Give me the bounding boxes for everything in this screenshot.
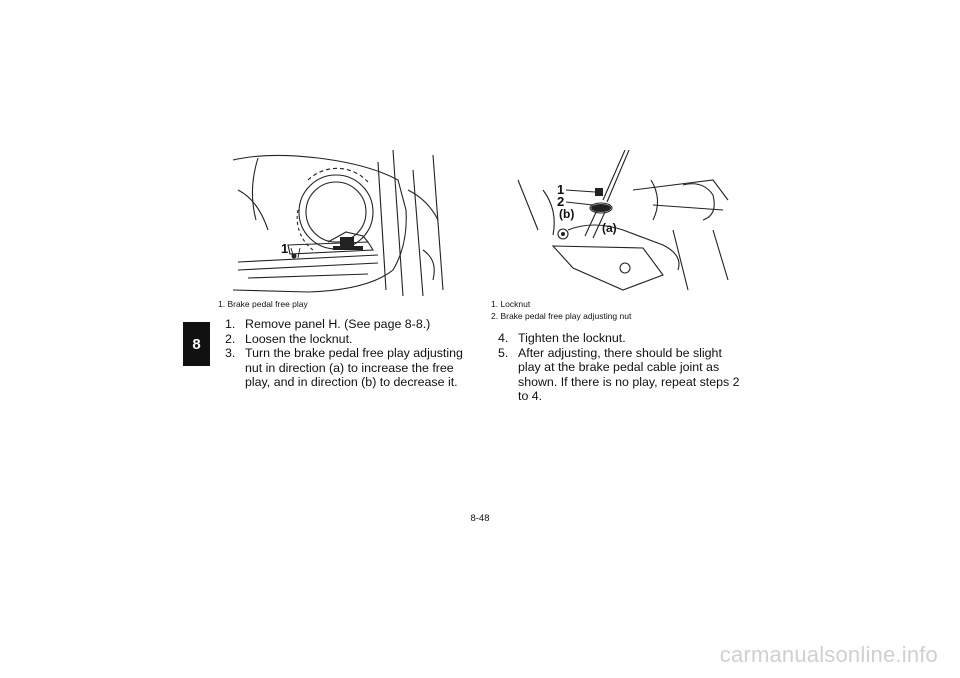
page-number: 8-48: [470, 513, 490, 524]
step-item: [225, 332, 467, 347]
section-tab: 8: [183, 322, 210, 366]
step-text: Remove panel H. (See page 8-8.): [245, 317, 431, 331]
steps-left: [225, 317, 467, 390]
right-figure-caption: [491, 298, 631, 322]
left-figure-caption: [218, 298, 308, 310]
step-text: Loosen the locknut.: [245, 331, 353, 346]
step-item: [225, 346, 467, 390]
adjusting-nut-figure: [513, 150, 739, 296]
step-text: Tighten the locknut.: [518, 331, 626, 345]
watermark: carmanualsonline.info: [719, 642, 938, 667]
callout-1: 1: [281, 241, 289, 256]
callout-a: (a): [602, 221, 617, 235]
brake-pedal-illustration: [228, 150, 455, 296]
step-number: 1.: [225, 317, 236, 331]
step-number: 4.: [498, 331, 509, 345]
step-item: [225, 317, 467, 332]
callout-b: (b): [559, 207, 575, 221]
brake-pedal-figure: [228, 150, 455, 296]
step-item: [498, 346, 740, 404]
caption-line: 2. Brake pedal free play adjusting nut: [491, 311, 632, 321]
caption-line: 1. Locknut: [491, 299, 531, 309]
step-item: [498, 331, 740, 346]
caption-line: 1. Brake pedal free play: [218, 299, 308, 309]
callout-1: 1: [557, 182, 565, 197]
steps-right: [498, 331, 740, 404]
callout-2: 2: [557, 194, 565, 209]
step-text: After adjusting, there should be slight play at the brake pedal cable joint as shown. If there is no play, repeat steps 2 to 4.: [518, 345, 740, 404]
step-number: 2.: [225, 331, 236, 346]
step-number: 3.: [225, 346, 236, 361]
adjusting-nut-illustration: [513, 150, 739, 296]
step-text: Turn the brake pedal free play adjusting nut in direction (a) to increase the free play, and in direction (b) to decrease it.: [245, 346, 463, 390]
step-number: 5.: [498, 345, 509, 360]
